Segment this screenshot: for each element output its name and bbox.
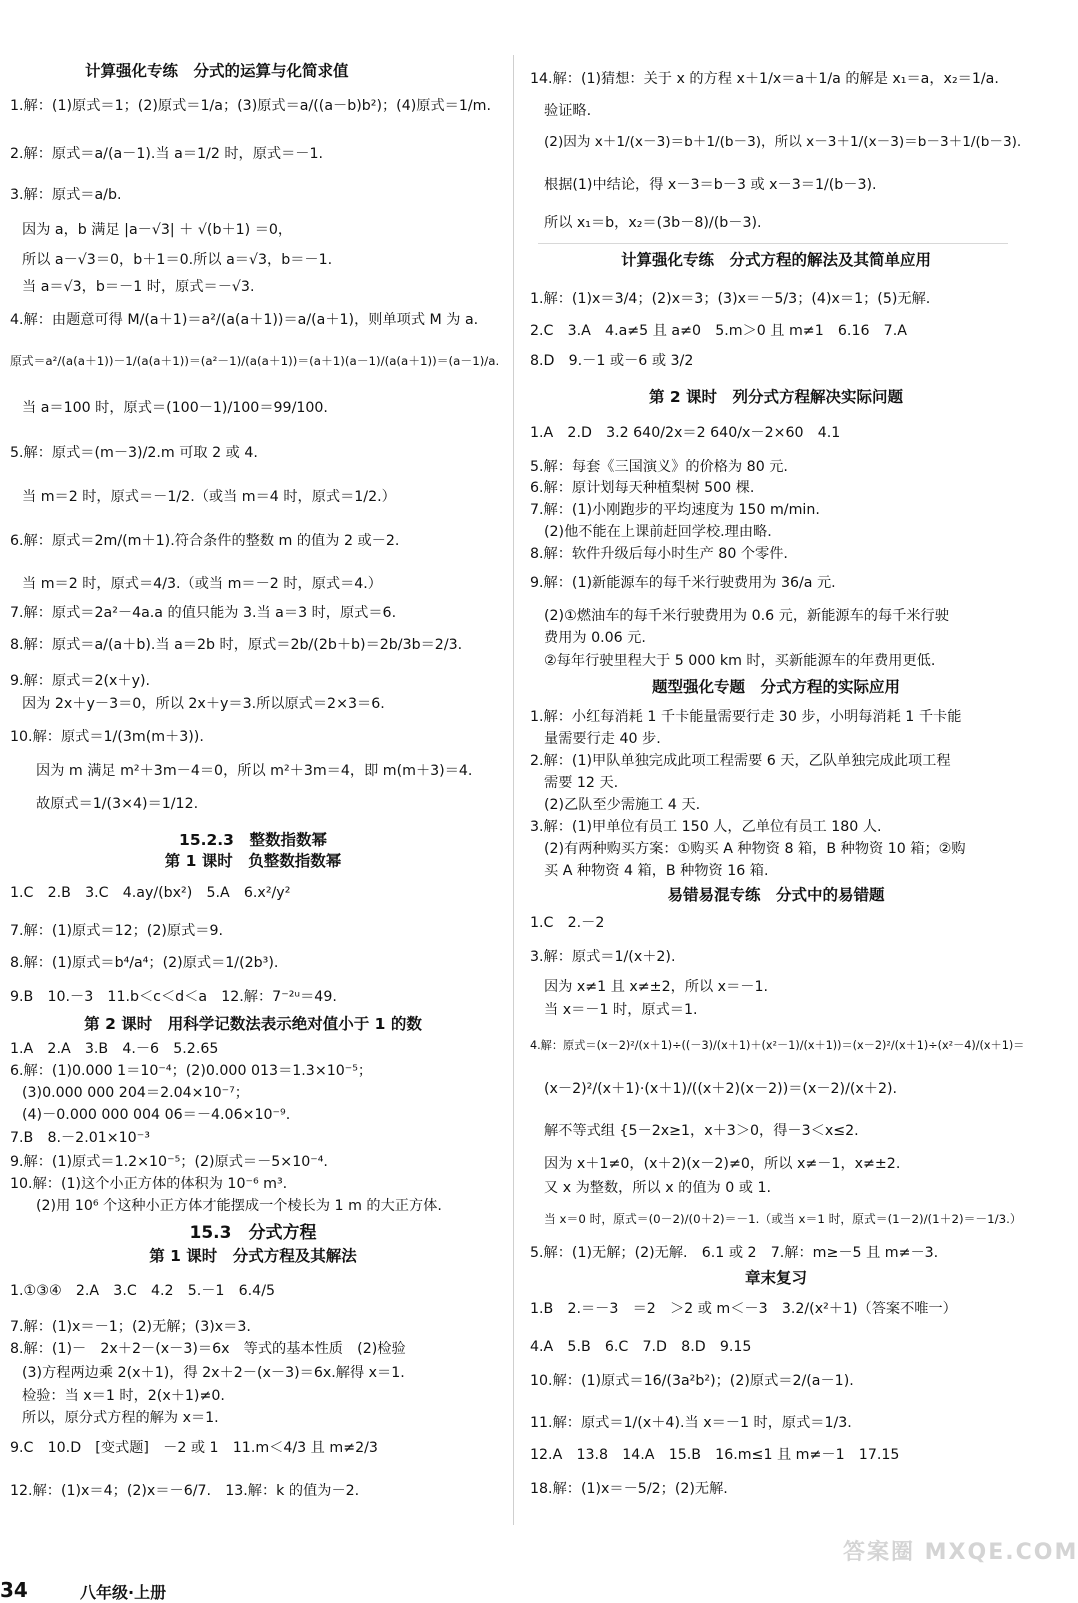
answer-line: 解不等式组 {5－2x≥1，x＋3＞0，得－3＜x≤2. (544, 1123, 859, 1139)
answer-line: 1.C 2.－2 (530, 915, 605, 931)
answer-line: 5.解：原式＝(m－3)/2.m 可取 2 或 4. (10, 445, 258, 461)
answer-line: 检验：当 x＝1 时，2(x＋1)≠0. (22, 1388, 225, 1404)
answer-line: 当 x＝－1 时，原式＝1. (544, 1002, 698, 1018)
answer-line: ②每年行驶里程大于 5 000 km 时，买新能源车的年费用更低. (544, 653, 936, 669)
answer-line: (2)①燃油车的每千米行驶费用为 0.6 元，新能源车的每千米行驶 (544, 608, 949, 624)
answer-line: 当 a＝100 时，原式＝(100－1)/100＝99/100. (22, 400, 328, 416)
section-heading: 章末复习 (744, 1269, 807, 1287)
answer-line: 因为 x≠1 且 x≠±2，所以 x＝－1. (544, 979, 768, 995)
answer-line: (2)用 10⁶ 个这种小正方体才能摆成一个棱长为 1 m 的大正方体. (36, 1198, 442, 1214)
answer-line: 10.解：(1)这个小正方体的体积为 10⁻⁶ m³. (10, 1176, 288, 1192)
answer-line: 3.解：原式＝a/b. (10, 187, 122, 203)
answer-line: 验证略. (544, 103, 592, 119)
answer-line: 7.解：(1)小刚跑步的平均速度为 150 m/min. (530, 502, 820, 518)
answer-line: 因为 2x＋y－3＝0，所以 2x＋y＝3.所以原式＝2×3＝6. (22, 696, 385, 712)
answer-line: 1.解：小红每消耗 1 千卡能量需要行走 30 步，小明每消耗 1 千卡能 (530, 709, 962, 725)
answer-line: 12.A 13.8 14.A 15.B 16.m≤1 且 m≠－1 17.15 (530, 1447, 900, 1463)
answer-line: 1.A 2.A 3.B 4.－6 5.2.65 (10, 1041, 219, 1057)
answer-line: 6.解：(1)0.000 1＝10⁻⁴；(2)0.000 013＝1.3×10⁻⁵； (10, 1063, 373, 1079)
answer-line: 1.C 2.B 3.C 4.ay/(bx²) 5.A 6.x²/y² (10, 885, 291, 901)
answer-line: 8.解：原式＝a/(a＋b).当 a＝2b 时，原式＝2b/(2b＋b)＝2b/3b＝2/3. (10, 637, 463, 653)
answer-line: 9.解：(1)原式＝1.2×10⁻⁵；(2)原式＝－5×10⁻⁴. (10, 1154, 328, 1170)
answer-line: 2.C 3.A 4.a≠5 且 a≠0 5.m＞0 且 m≠1 6.16 7.A (530, 323, 907, 339)
answer-line: 根据(1)中结论，得 x－3＝b－3 或 x－3＝1/(b－3). (544, 177, 877, 193)
answer-line: 12.解：(1)x＝4；(2)x＝－6/7. 13.解：k 的值为－2. (10, 1483, 360, 1499)
section-heading: 第 2 课时 用科学记数法表示绝对值小于 1 的数 (84, 1015, 422, 1033)
answer-line: 9.C 10.D [变式题] －2 或 1 11.m＜4/3 且 m≠2/3 (10, 1440, 378, 1456)
answer-line: 3.解：(1)甲单位有员工 150 人，乙单位有员工 180 人. (530, 819, 882, 835)
answer-line: 需要 12 天. (544, 775, 619, 791)
answer-line: (x－2)²/(x＋1)·(x＋1)/((x＋2)(x－2))＝(x－2)/(x＋2). (544, 1081, 898, 1097)
section-rule (538, 243, 1008, 244)
answer-line: 4.解：由题意可得 M/(a＋1)＝a²/(a(a＋1))＝a/(a＋1)，则单项式 M 为 a. (10, 312, 479, 328)
answer-line: 11.解：原式＝1/(x＋4).当 x＝－1 时，原式＝1/3. (530, 1415, 852, 1431)
section-heading: 题型强化专题 分式方程的实际应用 (651, 678, 900, 696)
watermark: 答案圈 MXQE.COM (843, 1540, 1078, 1565)
answer-line: 2.解：(1)甲队单独完成此项工程需要 6 天，乙队单独完成此项工程 (530, 753, 951, 769)
answer-line: 7.解：原式＝2a²－4a.a 的值只能为 3.当 a＝3 时，原式＝6. (10, 605, 397, 621)
answer-line: 因为 x＋1≠0，(x＋2)(x－2)≠0，所以 x≠－1，x≠±2. (544, 1156, 901, 1172)
column-divider (513, 55, 514, 1525)
answer-line: 1.解：(1)x＝3/4；(2)x＝3；(3)x＝－5/3；(4)x＝1；(5)无解. (530, 291, 931, 307)
answer-line: 1.①③④ 2.A 3.C 4.2 5.－1 6.4/5 (10, 1283, 275, 1299)
answer-line: 又 x 为整数，所以 x 的值为 0 或 1. (544, 1180, 771, 1196)
answer-line: 10.解：原式＝1/(3m(m＋3)). (10, 729, 204, 745)
answer-line: 1.解：(1)原式＝1；(2)原式＝1/a；(3)原式＝a/((a－b)b²)；(4)原式＝1/m. (10, 98, 491, 114)
answer-line: (3)方程两边乘 2(x＋1)，得 2x＋2－(x－3)＝6x.解得 x＝1. (22, 1365, 405, 1381)
answer-line: 当 a＝√3，b＝－1 时，原式＝－√3. (22, 279, 255, 295)
answer-line: 14.解：(1)猜想：关于 x 的方程 x＋1/x＝a＋1/a 的解是 x₁＝a，x₂＝1/a. (530, 71, 999, 87)
answer-line: 4.A 5.B 6.C 7.D 8.D 9.15 (530, 1339, 752, 1355)
answer-line: (4)－0.000 000 004 06＝－4.06×10⁻⁹. (22, 1107, 291, 1123)
answer-line: 6.解：原计划每天种植梨树 500 棵. (530, 480, 755, 496)
answer-line: 18.解：(1)x＝－5/2；(2)无解. (530, 1481, 728, 1497)
answer-line: 2.解：原式＝a/(a－1).当 a＝1/2 时，原式＝－1. (10, 146, 324, 162)
page-number: 34 (0, 1578, 28, 1602)
section-heading: 计算强化专练 分式的运算与化简求值 (85, 62, 349, 80)
answer-line: 10.解：(1)原式＝16/(3a²b²)；(2)原式＝2/(a－1). (530, 1373, 854, 1389)
answer-line: 3.解：原式＝1/(x＋2). (530, 949, 676, 965)
answer-line: 当 x＝0 时，原式＝(0－2)/(0＋2)＝－1.（或当 x＝1 时，原式＝(1－2)/(1＋2)＝－1/3.） (544, 1212, 1022, 1226)
section-heading: 计算强化专练 分式方程的解法及其简单应用 (620, 251, 931, 269)
answer-line: 8.解：(1)原式＝b⁴/a⁴；(2)原式＝1/(2b³). (10, 955, 279, 971)
answer-line: 量需要行走 40 步. (544, 731, 661, 747)
answer-line: 所以 x₁＝b，x₂＝(3b－8)/(b－3). (544, 215, 762, 231)
answer-line: 8.D 9.－1 或－6 或 3/2 (530, 353, 694, 369)
answer-line: 8.解：(1)－ 2x＋2－(x－3)＝6x 等式的基本性质 (2)检验 (10, 1341, 406, 1357)
answer-line: 7.解：(1)原式＝12；(2)原式＝9. (10, 923, 224, 939)
answer-line: (2)乙队至少需施工 4 天. (544, 797, 701, 813)
answer-line: 6.解：原式＝2m/(m＋1).符合条件的整数 m 的值为 2 或－2. (10, 533, 400, 549)
section-heading: 15.3 分式方程 (189, 1223, 317, 1243)
answer-line: 4.解：原式＝(x－2)²/(x＋1)÷((－3)/(x＋1)＋(x²－1)/(x＋1))＝(x－2)²/(x＋1)÷(x²－4)/(x＋1)＝ (530, 1039, 1025, 1052)
answer-line: 费用为 0.06 元. (544, 630, 646, 646)
answer-line: 买 A 种物资 4 箱，B 种物资 16 箱. (544, 863, 769, 879)
section-heading: 第 2 课时 列分式方程解决实际问题 (648, 388, 904, 406)
answer-line: 因为 m 满足 m²＋3m－4＝0，所以 m²＋3m＝4，即 m(m＋3)＝4. (36, 763, 473, 779)
answer-line: 8.解：软件升级后每小时生产 80 个零件. (530, 546, 788, 562)
section-heading: 第 1 课时 负整数指数幂 (164, 852, 342, 870)
section-heading: 第 1 课时 分式方程及其解法 (149, 1247, 357, 1265)
answer-line: 9.解：原式＝2(x＋y). (10, 673, 151, 689)
grade-label: 八年级·上册 (80, 1583, 167, 1602)
answer-line: 当 m＝2 时，原式＝－1/2.（或当 m＝4 时，原式＝1/2.） (22, 489, 396, 505)
answer-line: 7.解：(1)x＝－1；(2)无解；(3)x＝3. (10, 1319, 251, 1335)
section-heading: 易错易混专练 分式中的易错题 (667, 886, 885, 904)
answer-line: 故原式＝1/(3×4)＝1/12. (36, 796, 199, 812)
answer-line: 所以，原分式方程的解为 x＝1. (22, 1410, 219, 1426)
answer-line: 当 m＝2 时，原式＝4/3.（或当 m＝－2 时，原式＝4.） (22, 576, 382, 592)
answer-line: (3)0.000 000 204＝2.04×10⁻⁷； (22, 1085, 249, 1101)
answer-line: 5.解：(1)无解；(2)无解. 6.1 或 2 7.解：m≥－5 且 m≠－3. (530, 1245, 939, 1261)
answer-line: 因为 a，b 满足 |a－√3| ＋ √(b＋1) ＝0， (22, 222, 293, 238)
answer-line: 5.解：每套《三国演义》的价格为 80 元. (530, 459, 788, 475)
answer-line: 9.解：(1)新能源车的每千米行驶费用为 36/a 元. (530, 575, 836, 591)
answer-line: 9.B 10.－3 11.b＜c＜d＜a 12.解：7⁻²ᵘ＝49. (10, 989, 337, 1005)
answer-line: 所以 a－√3＝0，b＋1＝0.所以 a＝√3，b＝－1. (22, 252, 333, 268)
answer-line: (2)他不能在上课前赶回学校.理由略. (544, 524, 772, 540)
section-heading: 15.2.3 整数指数幂 (179, 831, 327, 849)
answer-line: 1.A 2.D 3.2 640/2x＝2 640/x－2×60 4.1 (530, 425, 841, 441)
answer-line: (2)因为 x＋1/(x－3)＝b＋1/(b－3)，所以 x－3＋1/(x－3)＝b－3＋1/(b－3). (544, 134, 1022, 150)
answer-line: 原式＝a²/(a(a＋1))－1/(a(a＋1))＝(a²－1)/(a(a＋1))＝(a＋1)(a－1)/(a(a＋1))＝(a－1)/a. (10, 354, 500, 368)
answer-line: 7.B 8.－2.01×10⁻³ (10, 1130, 150, 1146)
answer-line: (2)有两种购买方案：①购买 A 种物资 8 箱，B 种物资 10 箱；②购 (544, 841, 966, 857)
answer-line: 1.B 2.＝－3 ＝2 ＞2 或 m＜－3 3.2/(x²＋1)（答案不唯一） (530, 1301, 957, 1317)
